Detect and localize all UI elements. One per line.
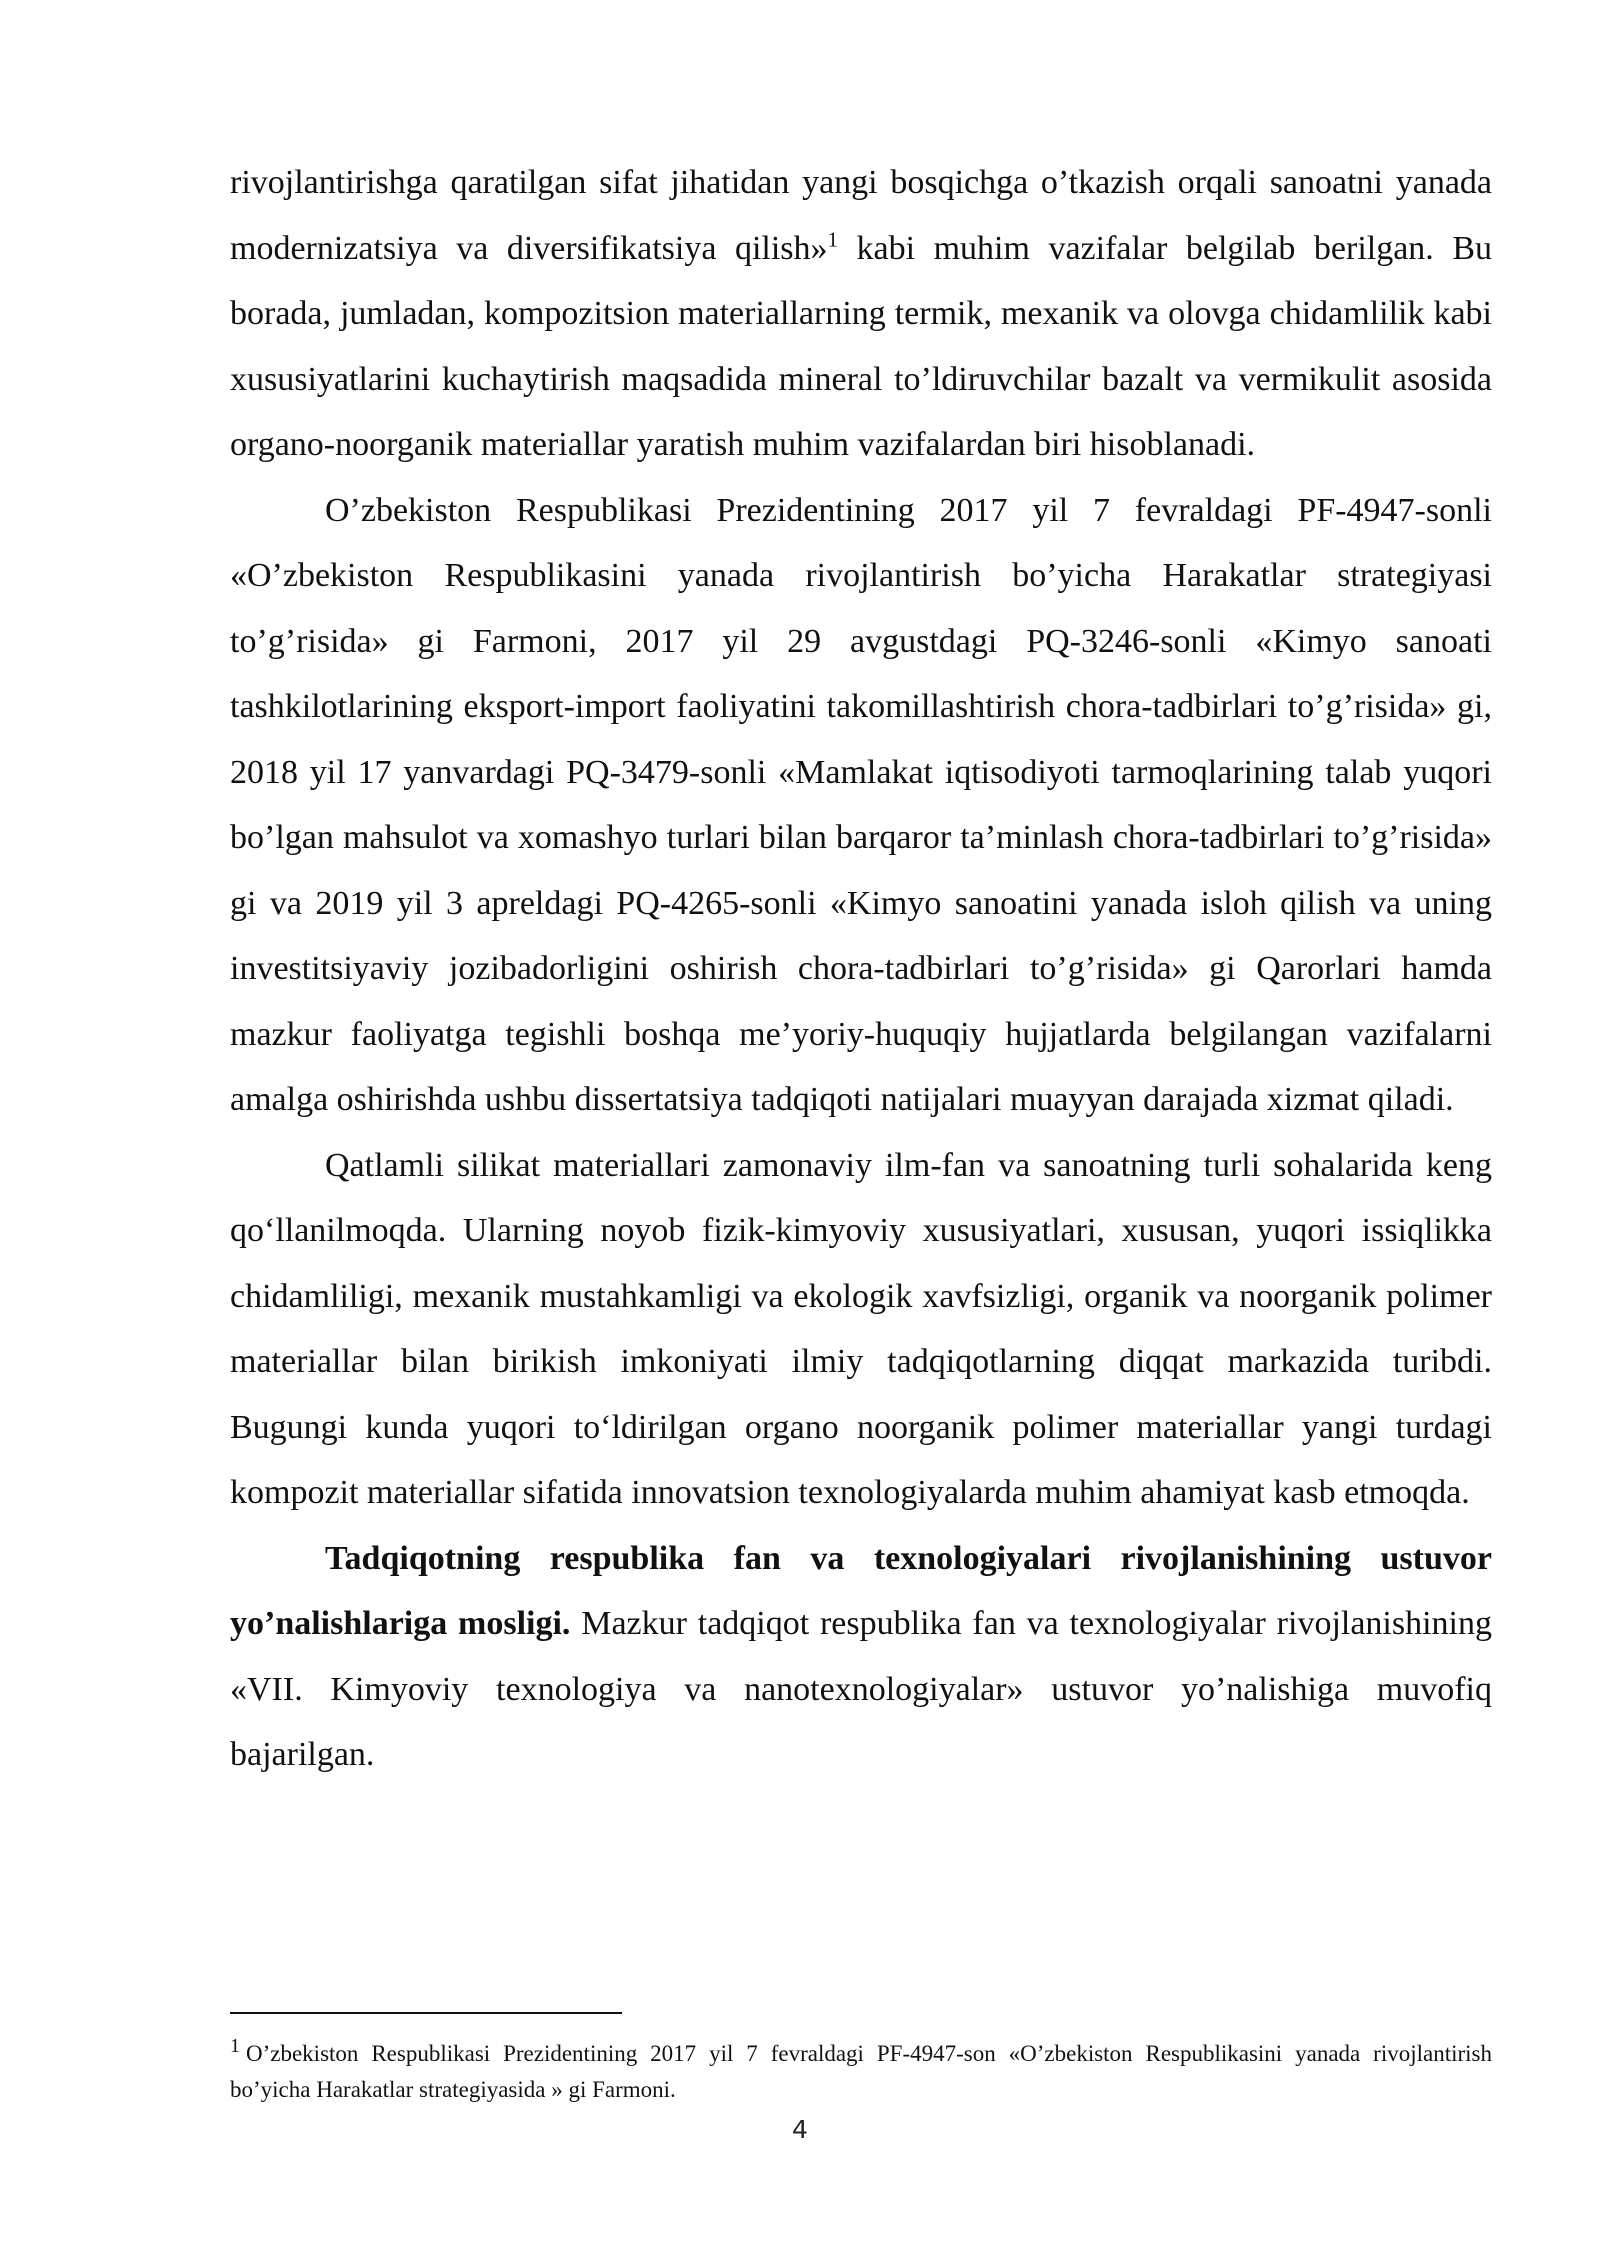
paragraph-1-text-end: kabi muhim vazifalar belgilab berilgan. Bu borada, jumladan, kompozitsion materiallarning termik, mexanik va olovga chidamlilik kabi xususiyatlarini kuchaytirish maqsadida mineral to’ldiruvchilar bazalt va vermikulit asosida organo-noorganik materiallar yaratish muhim vazifalardan biri hisoblanadi. bbox=[230, 229, 1492, 463]
paragraph-4-text: Mazkur tadqiqot respublika fan va texnologiyalar rivojlanishining «VII. Kimyoviy texnologiya va nanotexnologiyalar» ustuvor yo’nalishiga muvofiq bajarilgan. bbox=[230, 1605, 1493, 1773]
footnote bbox=[230, 2036, 1492, 2108]
document-body bbox=[230, 150, 1492, 1788]
footnote-reference[interactable]: 1 bbox=[827, 227, 839, 252]
page-number: 4 bbox=[792, 2115, 808, 2144]
paragraph-1-text-start: rivojlantirishga qaratilgan sifat jihatidan yangi bosqichga o’tkazish orqali sanoatni yanada modernizatsiya va diversifikatsiya qilish» bbox=[230, 164, 1492, 267]
section-heading: Tadqiqotning respublika fan va texnologiyalari rivojlanishining ustuvor yo’nalishlariga mosligi. bbox=[230, 1539, 1492, 1642]
paragraph-1 bbox=[230, 150, 1492, 478]
footnote-number: 1 bbox=[230, 2035, 240, 2058]
paragraph-4 bbox=[230, 1526, 1492, 1788]
footnote-separator bbox=[230, 2012, 622, 2014]
paragraph-2: O’zbekiston Respublikasi Prezidentining 2017 yil 7 fevraldagi PF-4947-sonli «O’zbekiston Respublikasini yanada rivojlantirish bo’yicha Harakatlar strategiyasi to’g’risida» gi Farmoni, 2017 yil 29 avgustdagi PQ-3246-sonli «Kimyo sanoati tashkilotlarining eksport-import faoliyatini takomillashtirish chora-tadbirlari to’g’risida» gi, 2018 yil 17 yanvardagi PQ-3479-sonli «Mamlakat iqtisodiyoti tarmoqlarining talab yuqori bo’lgan mahsulot va xomashyo turlari bilan barqaror ta’minlash chora-tadbirlari to’g’risida» gi va 2019 yil 3 apreldagi PQ-4265-sonli «Kimyo sanoatini yanada isloh qilish va uning investitsiyaviy jozibadorligini oshirish chora-tadbirlari to’g’risida» gi Qarorlari hamda mazkur faoliyatga tegishli boshqa me’yoriy-huquqiy hujjatlarda belgilangan vazifalarni amalga oshirishda ushbu dissertatsiya tadqiqoti natijalari muayyan darajada xizmat qiladi. bbox=[230, 491, 1492, 1118]
footnote-text: O’zbekiston Respublikasi Prezidentining 2017 yil 7 fevraldagi PF-4947-son «O’zbekiston Respublikasini yanada rivojlantirish bo’yicha Harakatlar strategiyasida » gi Farmoni. bbox=[230, 2041, 1492, 2102]
paragraph-3: Qatlamli silikat materiallari zamonaviy ilm-fan va sanoatning turli sohalarida keng qo‘llanilmoqda. Ularning noyob fizik-kimyoviy xususiyatlari, xususan, yuqori issiqlikka chidamliligi, mexanik mustahkamligi va ekologik xavfsizligi, organik va noorganik polimer materiallar bilan birikish imkoniyati ilmiy tadqiqotlarning diqqat markazida turibdi. Bugungi kunda yuqori to‘ldirilgan organo noorganik polimer materiallar yangi turdagi kompozit materiallar sifatida innovatsion texnologiyalarda muhim ahamiyat kasb etmoqda. bbox=[230, 1146, 1492, 1511]
